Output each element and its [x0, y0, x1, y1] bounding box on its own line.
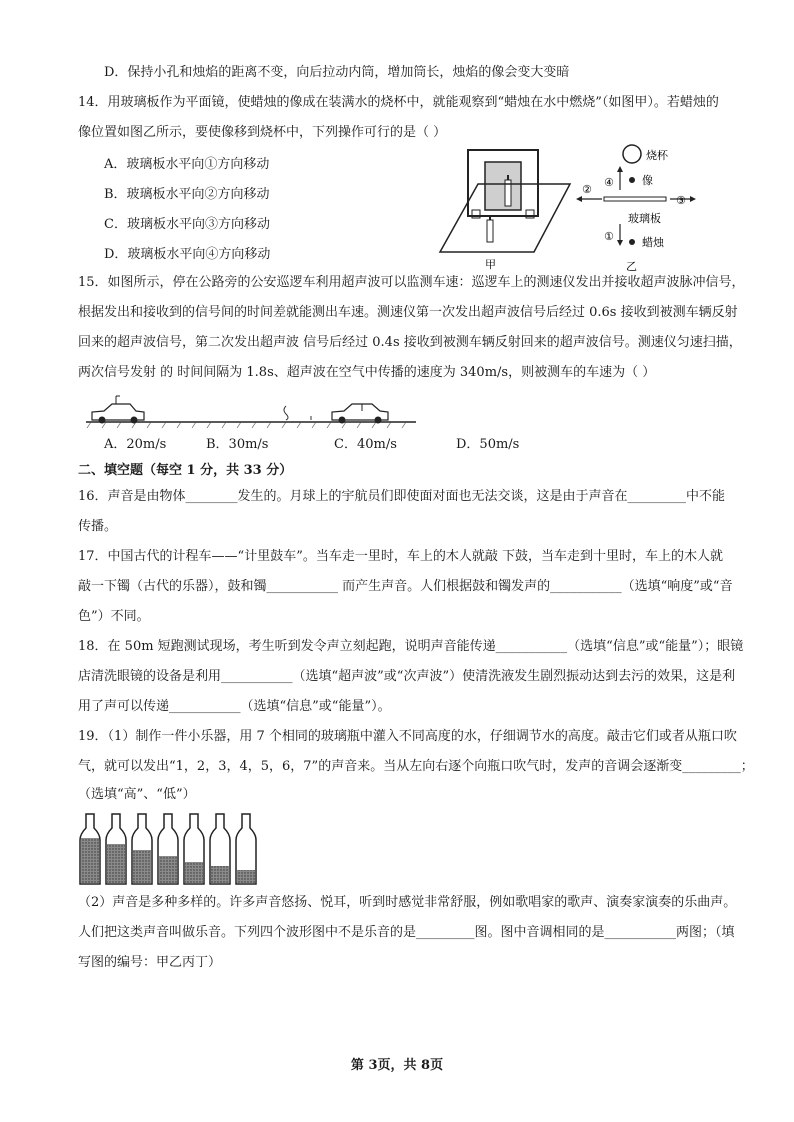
glass-plate-icon [604, 197, 666, 201]
q19-part2-line2: 人们把这类声音叫做乐音。下列四个波形图中不是乐音的是_________图。图中音调相同的是___________两图；（填 [78, 925, 735, 940]
bottle-icon [132, 814, 152, 884]
bottles-figure [76, 812, 266, 888]
fig-jia-label: 甲 [485, 258, 496, 271]
candle-point-icon [629, 239, 635, 245]
bottle-icon [158, 814, 178, 884]
q18-line3: 用了声可以传递___________（选填“信息”或“能量”）。 [78, 699, 391, 714]
fig-candle-label: 蜡烛 [642, 236, 664, 249]
bottle-icon [80, 814, 100, 884]
q17-line1: 17．中国古代的计程车——“计里鼓车”。当车走一里时，车上的木人就敲 下鼓，当车走到十里时，车上的木人就 [78, 549, 723, 564]
beaker-icon [623, 145, 641, 163]
q15-option-b: B．30m/s [206, 437, 269, 452]
figure-jia [430, 142, 580, 272]
q14-option-a: A．玻璃板水平向①方向移动 [104, 157, 270, 172]
fig-n4: ④ [604, 176, 614, 189]
q15-stem-line4: 两次信号发射 的 时间间隔为 1.8s、超声波在空气中传播的速度为 340m/s，则被测车的车速为（ ） [78, 365, 656, 380]
fig-n3: ③ [676, 194, 686, 207]
bottle-icon [184, 814, 204, 884]
fig-image-label: 像 [642, 174, 653, 187]
q17-line2: 敲一下镯（古代的乐器），鼓和镯___________ 而产生声音。人们根据鼓和镯发声的___________（选填“响度”或“音 [78, 579, 733, 594]
bottle-icon [106, 814, 126, 884]
q14-stem-line2: 像位置如图乙所示，要使像移到烧杯中，下列操作可行的是（ ） [78, 125, 447, 140]
q19-part2-line3: 写图的编号：甲乙丙丁） [78, 955, 222, 970]
q19-line3: （选填“高”、“低”） [78, 787, 196, 802]
q15-stem-line1: 15．如图所示，停在公路旁的公安巡逻车利用超声波可以监测车速：巡逻车上的测速仪发出并接收超声波脉冲信号， [78, 275, 745, 290]
q14-stem-line1: 14．用玻璃板作为平面镜，使蜡烛的像成在装满水的烧杯中，就能观察到“蜡烛在水中燃烧”（如图甲）。若蜡烛的 [78, 95, 719, 110]
target-car-icon [332, 404, 388, 424]
bottle-icon [210, 814, 230, 884]
q15-stem-line2: 根据发出和接收到的信号间的时间差就能测出车速。测速仪第一次发出超声波信号后经过 0.6s 接收到被测车辆反射 [78, 305, 738, 320]
fig-glass-label: 玻璃板 [628, 212, 661, 225]
patrol-car-icon [92, 396, 144, 424]
q15-option-c: C．40m/s [334, 437, 397, 452]
q16-line1: 16．声音是由物体________发生的。月球上的宇航员们即使面对面也无法交谈，这是由于声音在_________中不能 [78, 489, 726, 504]
q15-option-a: A．20m/s [104, 437, 167, 452]
q15-option-d: D．50m/s [456, 437, 520, 452]
q14-option-d: D．玻璃板水平向④方向移动 [104, 247, 271, 262]
q19-line1: 19．（1）制作一件小乐器，用 7 个相同的玻璃瓶中灌入不同高度的水，仔细调节水的高度。敲击它们或者从瓶口吹 [78, 729, 737, 744]
q19-part2-line1: （2）声音是多种多样的。许多声音悠扬、悦耳，听到时感觉非常舒服，例如歌唱家的歌声、演奏家演奏的乐曲声。 [78, 895, 737, 910]
fig-n1: ① [604, 230, 614, 243]
q18-line2: 店清洗眼镜的设备是利用___________（选填“超声波”或“次声波”）使清洗液发生剧烈振动达到去污的效果，这是利 [78, 669, 736, 684]
q17-line3: 色”）不同。 [78, 609, 150, 624]
q13-option-d: D．保持小孔和烛焰的距离不变，向后拉动内筒，增加筒长，烛焰的像会变大变暗 [104, 65, 570, 80]
road-figure [86, 392, 426, 432]
fig-yi-label: 乙 [626, 260, 637, 273]
q16-line2: 传播。 [78, 519, 118, 534]
bottle-icon [236, 814, 256, 884]
figure-yi [572, 142, 712, 276]
image-point-icon [629, 177, 635, 183]
q14-option-c: C．玻璃板水平向③方向移动 [104, 217, 270, 232]
q18-line1: 18．在 50m 短跑测试现场，考生听到发令声立刻起跑，说明声音能传递___________（选填“信息”或“能量”）；眼镜 [78, 639, 744, 654]
q19-line2: 气，就可以发出“1，2，3，4，5，6，7”的声音来。当从左向右逐个向瓶口吹气时，发声的音调会逐渐变_________； [78, 759, 754, 774]
q14-option-b: B．玻璃板水平向②方向移动 [104, 187, 270, 202]
q15-stem-line3: 回来的超声波信号，第二次发出超声波 信号后经过 0.4s 接收到被测车辆反射回来的超声波信号。测速仪匀速扫描， [78, 335, 742, 350]
page-footer: 第 3页，共 8页 [350, 1058, 444, 1073]
fig-beaker-label: 烧杯 [646, 149, 668, 162]
section-fill-in-heading: 二、填空题（每空 1 分，共 33 分） [78, 463, 293, 478]
fig-n2: ② [582, 183, 592, 196]
